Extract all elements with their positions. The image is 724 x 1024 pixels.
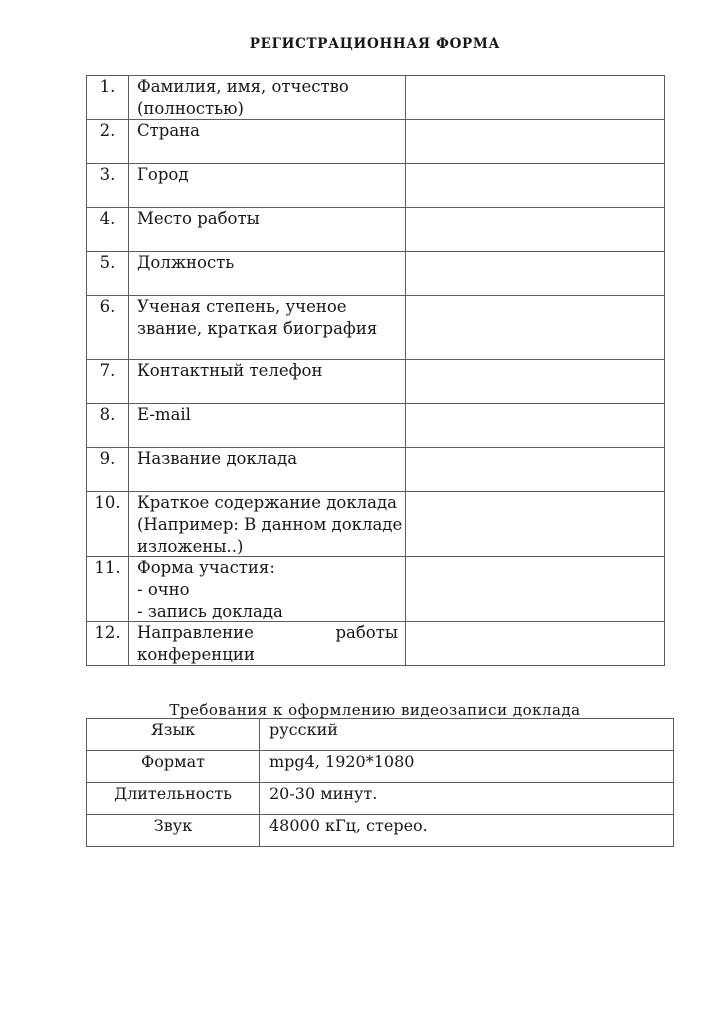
video-requirements-table	[86, 718, 674, 847]
form-row-8	[87, 404, 665, 448]
form-row-11	[87, 557, 665, 622]
field-label	[129, 252, 406, 295]
row-number: 5.	[87, 252, 129, 295]
row-number: 11.	[87, 557, 129, 621]
field-label-line: E-mail	[137, 405, 191, 424]
row-number: 1.	[87, 76, 129, 119]
form-row-1	[87, 76, 665, 120]
requirement-value: русский	[260, 719, 674, 750]
page-title: РЕГИСТРАЦИОННАЯ ФОРМА	[249, 36, 501, 52]
requirement-value: 20-30 минут.	[260, 783, 674, 814]
form-row-3	[87, 164, 665, 208]
form-row-10	[87, 492, 665, 557]
field-value	[406, 208, 665, 251]
field-label-line: Название доклада	[137, 449, 298, 468]
field-label-line: Страна	[137, 121, 200, 140]
requirement-parameter: Звук	[87, 815, 260, 846]
requirement-row-duration	[87, 783, 674, 815]
field-value	[406, 404, 665, 447]
field-label	[129, 622, 406, 665]
field-label	[129, 296, 406, 359]
field-label-line: Краткое содержание доклада	[137, 493, 397, 512]
field-label-line: Контактный телефон	[137, 361, 323, 380]
requirement-row-language	[87, 719, 674, 751]
field-label-line: (полностью)	[137, 99, 244, 118]
field-value	[406, 622, 665, 665]
field-label-line: Должность	[137, 253, 235, 272]
field-label-line: Ученая степень, ученое	[137, 297, 347, 316]
form-row-5	[87, 252, 665, 296]
video-requirements-caption: Требования к оформлению видеозаписи доклада	[169, 701, 581, 719]
requirement-value: mpg4, 1920*1080	[260, 751, 674, 782]
field-label-line: (Например: В данном докладе	[137, 515, 403, 534]
requirement-row-sound	[87, 815, 674, 847]
field-value	[406, 252, 665, 295]
field-label	[129, 208, 406, 251]
field-label-line: Направление работы	[137, 623, 398, 642]
form-row-9	[87, 448, 665, 492]
field-label	[129, 120, 406, 163]
row-number: 12.	[87, 622, 129, 665]
field-value	[406, 492, 665, 556]
field-label	[129, 492, 406, 556]
field-value	[406, 120, 665, 163]
field-label-line: Город	[137, 165, 189, 184]
form-row-12	[87, 622, 665, 666]
field-label	[129, 557, 406, 621]
requirement-row-format	[87, 751, 674, 783]
field-label-line: Место работы	[137, 209, 260, 228]
field-value	[406, 164, 665, 207]
field-label-line: - запись доклада	[137, 602, 283, 621]
requirement-value: 48000 кГц, стерео.	[260, 815, 674, 846]
field-value	[406, 296, 665, 359]
field-label	[129, 360, 406, 403]
field-label	[129, 404, 406, 447]
requirement-parameter: Язык	[87, 719, 260, 750]
row-number: 6.	[87, 296, 129, 359]
field-label	[129, 164, 406, 207]
field-label	[129, 76, 406, 119]
registration-table	[86, 75, 665, 666]
row-number: 2.	[87, 120, 129, 163]
field-value	[406, 360, 665, 403]
field-value	[406, 557, 665, 621]
row-number: 9.	[87, 448, 129, 491]
requirement-parameter: Длительность	[87, 783, 260, 814]
field-label-line: звание, краткая биография	[137, 319, 378, 338]
form-row-6	[87, 296, 665, 360]
field-label-line: - очно	[137, 580, 190, 599]
form-row-2	[87, 120, 665, 164]
field-value	[406, 76, 665, 119]
row-number: 4.	[87, 208, 129, 251]
field-label	[129, 448, 406, 491]
field-label-line: Форма участия:	[137, 558, 275, 577]
row-number: 7.	[87, 360, 129, 403]
row-number: 10.	[87, 492, 129, 556]
field-value	[406, 448, 665, 491]
form-row-7	[87, 360, 665, 404]
form-row-4	[87, 208, 665, 252]
field-label-line: изложены..)	[137, 537, 244, 556]
requirement-parameter: Формат	[87, 751, 260, 782]
field-label-line: Фамилия, имя, отчество	[137, 77, 349, 96]
field-label-line: конференции	[137, 645, 255, 664]
row-number: 8.	[87, 404, 129, 447]
row-number: 3.	[87, 164, 129, 207]
